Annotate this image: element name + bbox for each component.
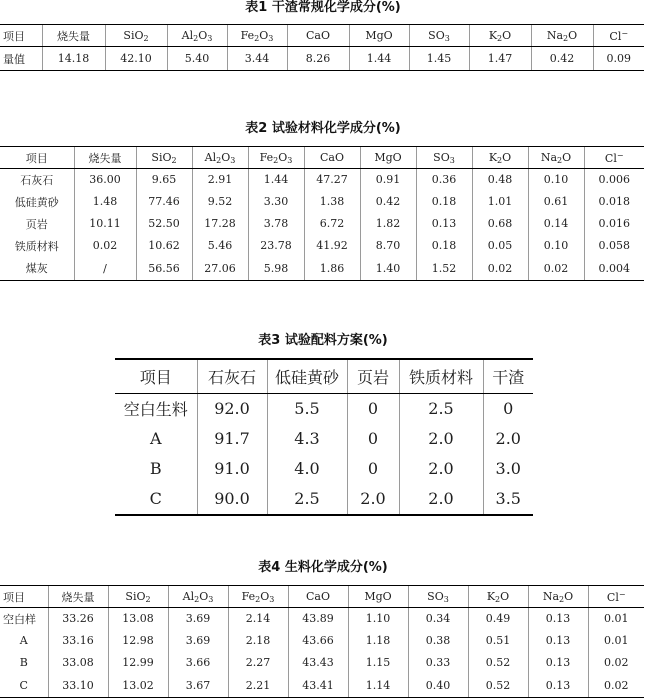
table-cell: 0.52 <box>468 652 528 674</box>
table-cell: 0.49 <box>468 608 528 630</box>
table-cell: C <box>115 483 197 515</box>
table-cell: 5.46 <box>192 235 248 257</box>
table-cell: 0.004 <box>584 257 644 281</box>
table-cell: 0.61 <box>528 191 584 213</box>
table-cell: 9.65 <box>136 169 192 191</box>
table-row <box>0 191 644 213</box>
table-cell: 0 <box>347 423 399 453</box>
table-cell: 0 <box>483 393 533 423</box>
table1-header-item: 项目 <box>0 25 42 47</box>
table-cell: 77.46 <box>136 191 192 213</box>
table-cell: 铁质材料 <box>14 239 59 253</box>
table-cell: 0.68 <box>472 213 528 235</box>
table-cell: 0.14 <box>528 213 584 235</box>
table-cell: 0.02 <box>588 652 644 674</box>
table-cell: 36.00 <box>74 169 136 191</box>
table-row <box>0 257 644 281</box>
table-cell: 52.50 <box>136 213 192 235</box>
table2-header-cao: CaO <box>304 147 360 169</box>
table-cell: 33.26 <box>48 608 108 630</box>
table-cell: 33.16 <box>48 630 108 652</box>
table-cell: 1.45 <box>409 47 469 71</box>
table-cell: 27.06 <box>192 257 248 281</box>
table1-header-so3: $SO_3$ <box>409 25 469 47</box>
table-cell: 0.016 <box>584 213 644 235</box>
table4-header-cao: CaO <box>288 586 348 608</box>
table-cell: 12.98 <box>108 630 168 652</box>
table-cell: 2.0 <box>483 423 533 453</box>
table-cell: 0.13 <box>528 652 588 674</box>
table-cell: 1.38 <box>304 191 360 213</box>
table-cell: 10.11 <box>74 213 136 235</box>
table-cell: 0.40 <box>408 674 468 698</box>
table2-header-item: 项目 <box>0 147 74 169</box>
table-cell: 0.006 <box>584 169 644 191</box>
table-cell: 0.48 <box>472 169 528 191</box>
table-cell: 3.69 <box>168 630 228 652</box>
table-cell: 量值 <box>0 47 42 71</box>
table1-header-cl: Cl− <box>593 25 644 47</box>
table-cell: 0.91 <box>360 169 416 191</box>
table-cell: 1.86 <box>304 257 360 281</box>
table-cell: 0.02 <box>74 235 136 257</box>
table4-header-item: 项目 <box>0 586 48 608</box>
table-cell: 1.14 <box>348 674 408 698</box>
table4-header-k2o: $K_2O$ <box>468 586 528 608</box>
table-cell: 43.89 <box>288 608 348 630</box>
table2-header-na2o: $Na_2O$ <box>528 147 584 169</box>
table3-header-dry-slag: 干渣 <box>483 359 533 393</box>
table-cell: 2.5 <box>267 483 347 515</box>
table-cell: 13.08 <box>108 608 168 630</box>
table-cell: 0 <box>347 453 399 483</box>
table-cell: 56.56 <box>136 257 192 281</box>
table2-header-mgo: MgO <box>360 147 416 169</box>
table-row <box>0 169 644 191</box>
table3-header-item: 项目 <box>115 359 197 393</box>
table-row <box>0 674 644 698</box>
table-cell: 0.018 <box>584 191 644 213</box>
table-cell: 0.36 <box>416 169 472 191</box>
table-cell: A <box>149 428 162 448</box>
table-cell: 1.01 <box>472 191 528 213</box>
table-cell: 5.5 <box>267 393 347 423</box>
table1-caption: 表1 干渣常规化学成分(%) <box>245 0 401 15</box>
table-cell: 5.40 <box>167 47 227 71</box>
table-cell: 3.69 <box>168 608 228 630</box>
table-cell: 页岩 <box>25 217 48 231</box>
table-cell: 1.82 <box>360 213 416 235</box>
table-cell: 3.78 <box>248 213 304 235</box>
table-cell: 0.51 <box>468 630 528 652</box>
table-cell: 92.0 <box>197 393 267 423</box>
table-row <box>115 483 533 515</box>
table-cell: 0.33 <box>408 652 468 674</box>
table-cell: 0.42 <box>360 191 416 213</box>
table-cell: 2.0 <box>347 483 399 515</box>
table-cell: 1.10 <box>348 608 408 630</box>
table-cell: 0.13 <box>528 674 588 698</box>
table3-header-iron-material: 铁质材料 <box>399 359 483 393</box>
table2-header-so3: $SO_3$ <box>416 147 472 169</box>
table-cell: 0 <box>347 393 399 423</box>
table-cell: 0.058 <box>584 235 644 257</box>
table-cell: 33.10 <box>48 674 108 698</box>
table-cell: 9.52 <box>192 191 248 213</box>
table-cell: 3.5 <box>483 483 533 515</box>
table-row <box>115 453 533 483</box>
table4-header-so3: $SO_3$ <box>408 586 468 608</box>
table-cell: 43.41 <box>288 674 348 698</box>
table-cell: 1.15 <box>348 652 408 674</box>
table4-header-loss: 烧失量 <box>48 586 108 608</box>
table2-header-k2o: $K_2O$ <box>472 147 528 169</box>
table-cell: 12.99 <box>108 652 168 674</box>
table-cell: 0.02 <box>472 257 528 281</box>
table-cell: 空白生料 <box>123 399 188 419</box>
table-cell: 23.78 <box>248 235 304 257</box>
table-cell: 3.67 <box>168 674 228 698</box>
table2-header-loss: 烧失量 <box>74 147 136 169</box>
table3-header-limestone: 石灰石 <box>197 359 267 393</box>
table1-header-sio2: SiO$_2$ <box>105 25 167 47</box>
table-cell: 2.0 <box>399 483 483 515</box>
table-cell: 0.02 <box>588 674 644 698</box>
table-row <box>0 608 644 630</box>
table-cell: 8.26 <box>287 47 349 71</box>
table-cell: B <box>149 458 162 478</box>
table4 <box>0 585 644 698</box>
table-cell: 4.3 <box>267 423 347 453</box>
table-cell: 煤灰 <box>0 257 74 281</box>
table4-header-mgo: MgO <box>348 586 408 608</box>
table4-header-cl: Cl− <box>588 586 644 608</box>
table-cell: 17.28 <box>192 213 248 235</box>
table-cell: 2.18 <box>228 630 288 652</box>
table-cell: 空白样 <box>3 612 36 626</box>
table-cell: 1.44 <box>349 47 409 71</box>
table1-header-na2o: $Na_2O$ <box>531 25 593 47</box>
table-cell: 2.5 <box>399 393 483 423</box>
table-cell: 0.01 <box>588 608 644 630</box>
table-cell: 0.18 <box>416 191 472 213</box>
table-cell: 0.09 <box>593 47 644 71</box>
table-cell: 6.72 <box>304 213 360 235</box>
table-cell: 91.0 <box>197 453 267 483</box>
table2-header-cl: Cl− <box>584 147 644 169</box>
table-cell: 3.66 <box>168 652 228 674</box>
table-cell: 90.0 <box>197 483 267 515</box>
table-cell: 0.38 <box>408 630 468 652</box>
table3-header-shale: 页岩 <box>347 359 399 393</box>
table-cell: 1.48 <box>74 191 136 213</box>
table-cell: 0.13 <box>528 630 588 652</box>
table-row <box>0 47 644 71</box>
table-cell: / <box>74 257 136 281</box>
table2-caption: 表2 试验材料化学成分(%) <box>245 121 401 136</box>
table1-header-cao: CaO <box>287 25 349 47</box>
table3-caption: 表3 试验配料方案(%) <box>258 333 388 348</box>
table4-header-sio2: SiO$_2$ <box>108 586 168 608</box>
table4-caption: 表4 生料化学成分(%) <box>258 560 388 575</box>
table1-header-loss: 烧失量 <box>42 25 105 47</box>
table-cell: 33.08 <box>48 652 108 674</box>
table-cell: 3.0 <box>483 453 533 483</box>
table2-header-fe2o3: $Fe_2O_3$ <box>248 147 304 169</box>
table-row <box>115 423 533 453</box>
table-cell: 2.0 <box>399 423 483 453</box>
table-cell: 0.02 <box>528 257 584 281</box>
table-cell: 4.0 <box>267 453 347 483</box>
table-cell: 3.30 <box>248 191 304 213</box>
table-cell: 14.18 <box>42 47 105 71</box>
table-cell: 13.02 <box>108 674 168 698</box>
table3-header-lowsilica-sand: 低硅黄砂 <box>267 359 347 393</box>
table-row <box>0 652 644 674</box>
table-row <box>0 630 644 652</box>
table-cell: 1.52 <box>416 257 472 281</box>
table-row <box>0 235 644 257</box>
table-cell: 43.66 <box>288 630 348 652</box>
table-row <box>0 213 644 235</box>
table-cell: 5.98 <box>248 257 304 281</box>
table-cell: 1.47 <box>469 47 531 71</box>
table3 <box>115 358 533 516</box>
table-cell: 0.18 <box>416 235 472 257</box>
table-cell: 0.05 <box>472 235 528 257</box>
table2 <box>0 146 644 281</box>
table-cell: 2.21 <box>228 674 288 698</box>
table-cell: 2.14 <box>228 608 288 630</box>
table-cell: 43.43 <box>288 652 348 674</box>
table1-header-al2o3: $Al_2O_3$ <box>167 25 227 47</box>
table-cell: 低硅黄砂 <box>14 195 59 209</box>
table-cell: 47.27 <box>304 169 360 191</box>
table-cell: 3.44 <box>227 47 287 71</box>
table-cell: 0.10 <box>528 235 584 257</box>
table2-header-al2o3: $Al_2O_3$ <box>192 147 248 169</box>
table1-header-fe2o3: $Fe_2O_3$ <box>227 25 287 47</box>
table-cell: 0.52 <box>468 674 528 698</box>
table-cell: 0.01 <box>588 630 644 652</box>
table-cell: 41.92 <box>304 235 360 257</box>
table-cell: 91.7 <box>197 423 267 453</box>
table-cell: 1.18 <box>348 630 408 652</box>
table4-header-al2o3: $Al_2O_3$ <box>168 586 228 608</box>
table-cell: 1.44 <box>248 169 304 191</box>
table-cell: B <box>19 656 28 669</box>
table1-header-k2o: $K_2O$ <box>469 25 531 47</box>
table-cell: 2.0 <box>399 453 483 483</box>
table1 <box>0 24 644 71</box>
table-cell: A <box>19 634 28 647</box>
table-cell: 0.13 <box>416 213 472 235</box>
table-cell: C <box>0 674 48 698</box>
table-cell: 0.34 <box>408 608 468 630</box>
table-cell: 42.10 <box>105 47 167 71</box>
table4-header-fe2o3: $Fe_2O_3$ <box>228 586 288 608</box>
table2-header-sio2: SiO$_2$ <box>136 147 192 169</box>
table4-header-na2o: $Na_2O$ <box>528 586 588 608</box>
table-cell: 石灰石 <box>20 173 54 187</box>
table-cell: 8.70 <box>360 235 416 257</box>
table-cell: 2.27 <box>228 652 288 674</box>
table-cell: 0.42 <box>531 47 593 71</box>
table-cell: 0.10 <box>528 169 584 191</box>
table1-header-mgo: MgO <box>349 25 409 47</box>
table-cell: 1.40 <box>360 257 416 281</box>
table-cell: 2.91 <box>192 169 248 191</box>
table-cell: 10.62 <box>136 235 192 257</box>
table-row <box>115 393 533 423</box>
table-cell: 0.13 <box>528 608 588 630</box>
